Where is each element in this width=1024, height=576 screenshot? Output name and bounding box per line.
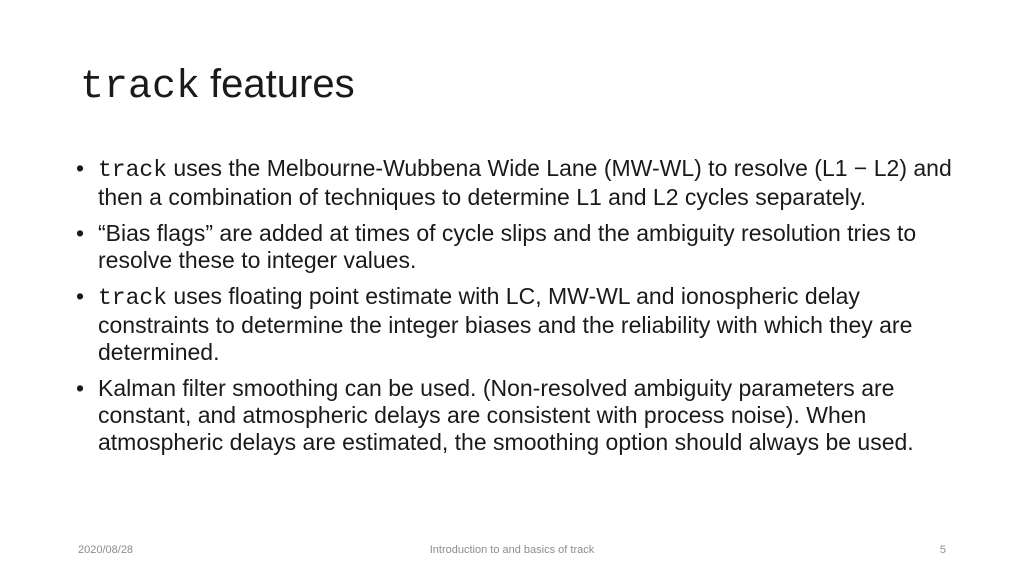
bullet-code: track — [98, 285, 168, 311]
bullet-icon: • — [76, 283, 85, 309]
bullet-icon: • — [76, 220, 85, 246]
bullet-item-3 — [76, 283, 956, 366]
footer-title: Introduction to and basics of track — [429, 544, 595, 556]
bullet-item-1 — [76, 155, 956, 211]
bullet-text: Kalman filter smoothing can be used. (Non-resolved ambiguity parameters are constant, and atmospheric delays are consistent with process noise). When atmospheric delays are estimated, the smoothing option should always be used. — [98, 375, 914, 455]
slide-title — [80, 58, 355, 114]
bullet-text: uses floating point estimate with LC, MW-WL and ionospheric delay constraints to determine the integer biases and the reliability with which they are determined. — [98, 283, 913, 365]
bullet-icon: • — [76, 375, 85, 401]
footer-page-number: 5 — [939, 544, 946, 556]
bullet-text: “Bias flags” are added at times of cycle slips and the ambiguity resolution tries to resolve these to integer values. — [98, 220, 917, 273]
bullet-list — [76, 155, 956, 465]
bullet-icon: • — [76, 155, 85, 181]
bullet-text: uses the Melbourne-Wubbena Wide Lane (MW-WL) to resolve (L1 − L2) and then a combination of techniques to determine L1 and L2 cycles separately. — [98, 155, 952, 210]
bullet-code: track — [98, 157, 168, 183]
bullet-item-4 — [76, 375, 956, 456]
slide-title-code: track — [80, 65, 201, 110]
slide-title-text: features — [210, 62, 355, 106]
bullet-item-2 — [76, 220, 956, 274]
footer-date: 2020/08/28 — [78, 544, 134, 556]
